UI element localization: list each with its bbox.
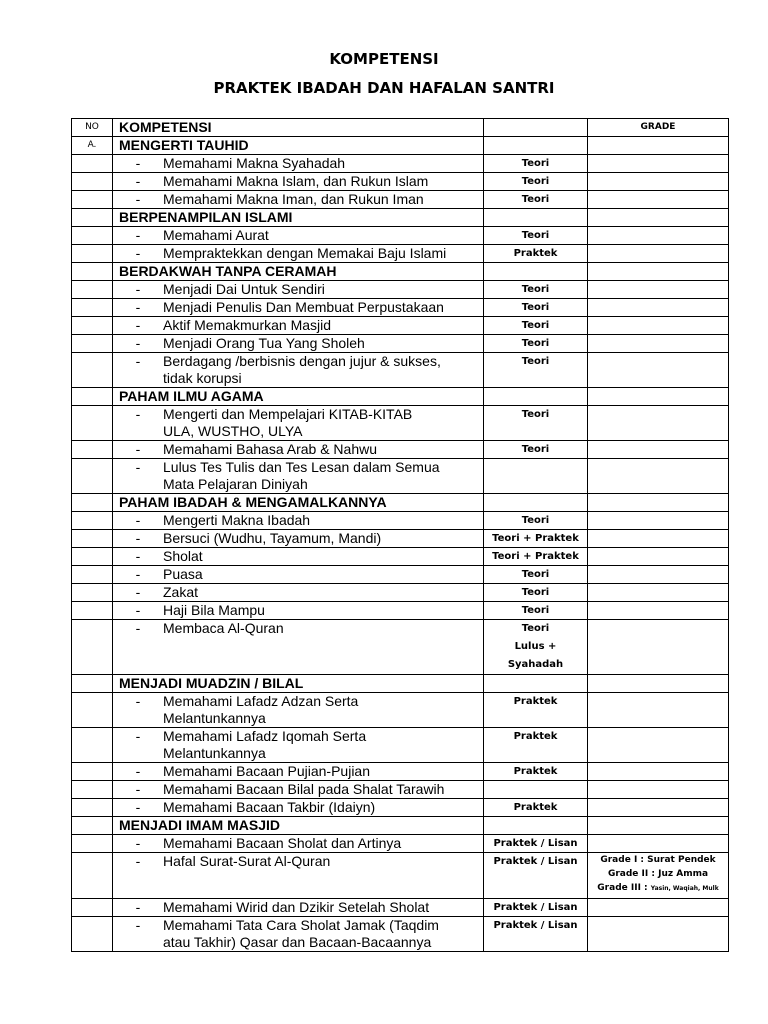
table-row [72,917,729,952]
competency-line: Mata Pelajaran Diniyah [163,476,308,492]
competency-text [163,227,269,244]
competency-cell [113,853,484,899]
competency-text [163,155,345,172]
row-no [72,853,113,899]
competency-line: atau Takhir) Qasar dan Bacaan-Bacaannya [163,934,432,950]
competency-line: Memahami Makna Syahadah [163,155,346,171]
competency-line: Menjadi Orang Tua Yang Sholeh [163,335,365,351]
bullet-dash: - [135,512,141,528]
competency-line: Memahami Lafadz Iqomah Serta [163,728,367,744]
grade-cell [588,602,729,620]
competency-cell [113,763,484,781]
section-row [72,209,729,227]
grade-note: Yasin, Waqiah, Mulk [650,885,719,892]
bullet-dash: - [135,548,141,564]
table-row [72,512,729,530]
section-title: PAHAM IBADAH & MENGAMALKANNYA [113,494,484,512]
competency-text [163,728,366,762]
bullet-dash: - [135,693,141,709]
competency-cell [113,602,484,620]
competency-text [163,512,310,529]
competency-line: Memahami Bacaan Pujian-Pujian [163,763,370,779]
table-row [72,245,729,263]
competency-line: Mengerti dan Mempelajari KITAB-KITAB [163,406,413,422]
competency-text [163,353,441,387]
bullet-dash: - [135,566,141,582]
competency-text [163,173,428,190]
competency-text [163,693,358,727]
competency-text [163,835,401,852]
section-row [72,675,729,693]
competency-text [163,584,198,601]
header-kompetensi: KOMPETENSI [113,119,484,137]
competency-type: Teori [484,602,588,620]
competency-cell [113,353,484,388]
bullet-dash: - [135,459,141,475]
competency-type: Teori [484,335,588,353]
bullet-dash: - [135,530,141,546]
grade-cell [588,263,729,281]
competency-line: Menjadi Penulis Dan Membuat Perpustakaan [163,299,444,315]
competency-type [484,620,588,675]
competency-text [163,317,331,334]
type-line: Teori [521,623,550,634]
row-no [72,693,113,728]
competency-cell [113,173,484,191]
competency-cell [113,227,484,245]
competency-type [484,781,588,799]
row-no [72,155,113,173]
table-header-row [72,119,729,137]
table-row [72,548,729,566]
competency-cell [113,566,484,584]
row-no [72,584,113,602]
competency-line: Membaca Al-Quran [163,620,284,636]
bullet-dash: - [135,728,141,744]
competency-type: Teori [484,566,588,584]
row-no [72,763,113,781]
row-no [72,353,113,388]
bullet-dash: - [135,173,141,189]
competency-cell [113,459,484,494]
competency-line: Memahami Wirid dan Dzikir Setelah Sholat [163,899,430,915]
row-no [72,191,113,209]
competency-cell [113,917,484,952]
competency-type: Teori [484,353,588,388]
competency-type [484,817,588,835]
row-no [72,899,113,917]
competency-text [163,441,377,458]
table-row [72,835,729,853]
competency-text [163,899,429,916]
grade-cell [588,317,729,335]
bullet-dash: - [135,317,141,333]
table-row [72,299,729,317]
table-row [72,406,729,441]
competency-text [163,548,203,565]
table-row [72,781,729,799]
competency-line: Zakat [163,584,199,600]
table-row [72,173,729,191]
competency-cell [113,799,484,817]
row-no [72,173,113,191]
grade-cell [588,584,729,602]
row-no [72,602,113,620]
competency-line: Berdagang /berbisnis dengan jujur & sukses, [163,353,441,369]
competency-cell [113,693,484,728]
bullet-dash: - [135,406,141,422]
row-no [72,728,113,763]
row-no [72,441,113,459]
competency-cell [113,441,484,459]
competency-type: Teori [484,441,588,459]
grade-cell [588,620,729,675]
competency-type: Praktek / Lisan [484,917,588,952]
competency-cell [113,899,484,917]
section-title: MENJADI MUADZIN / BILAL [113,675,484,693]
table-row [72,763,729,781]
competency-line: ULA, WUSTHO, ULYA [163,423,303,439]
competency-cell [113,512,484,530]
competency-type: Praktek [484,693,588,728]
grade-cell [588,441,729,459]
row-no [72,566,113,584]
competency-line: Sholat [163,548,203,564]
competency-line: Memahami Bacaan Bilal pada Shalat Tarawih [163,781,445,797]
grade-cell [588,917,729,952]
competency-line: Aktif Memakmurkan Masjid [163,317,332,333]
bullet-dash: - [135,620,141,636]
competency-text [163,602,265,619]
section-title: BERDAKWAH TANPA CERAMAH [113,263,484,281]
competency-text [163,406,412,440]
table-row [72,853,729,899]
table-row [72,584,729,602]
section-row [72,494,729,512]
bullet-dash: - [135,917,141,933]
grade-cell [588,335,729,353]
table-row [72,155,729,173]
row-no [72,245,113,263]
row-no [72,494,113,512]
bullet-dash: - [135,335,141,351]
type-line: Syahadah [507,659,564,670]
grade-cell [588,693,729,728]
grade-cell [588,530,729,548]
table-row [72,441,729,459]
row-no [72,530,113,548]
header-type [484,119,588,137]
competency-line: Memahami Bacaan Takbir (Idaiyn) [163,799,376,815]
competency-type: Teori [484,227,588,245]
competency-type: Praktek / Lisan [484,835,588,853]
competency-type: Teori [484,406,588,441]
row-no [72,335,113,353]
row-no: A. [72,137,113,155]
grade-cell [588,728,729,763]
competency-type: Teori [484,173,588,191]
competency-type: Praktek / Lisan [484,899,588,917]
competency-type: Praktek [484,728,588,763]
row-no [72,209,113,227]
grade-cell [588,388,729,406]
competency-type [484,137,588,155]
competency-line: Memahami Makna Islam, dan Rukun Islam [163,173,429,189]
competency-type [484,263,588,281]
grade-cell [588,209,729,227]
table-row [72,566,729,584]
grade-cell [588,459,729,494]
row-no [72,281,113,299]
bullet-dash: - [135,602,141,618]
header-no: NO [72,119,113,137]
competency-line: Memahami Makna Iman, dan Rukun Iman [163,191,424,207]
grade-cell [588,155,729,173]
competency-type [484,388,588,406]
bullet-dash: - [135,853,141,869]
grade-cell [588,781,729,799]
row-no [72,548,113,566]
competency-type [484,494,588,512]
competency-cell [113,155,484,173]
table-row [72,227,729,245]
competency-type: Teori + Praktek [484,548,588,566]
competency-line: tidak korupsi [163,370,242,386]
row-no [72,263,113,281]
table-row [72,335,729,353]
bullet-dash: - [135,299,141,315]
grade-cell [588,566,729,584]
bullet-dash: - [135,781,141,797]
grade-cell [588,899,729,917]
competency-cell [113,548,484,566]
table-row [72,353,729,388]
competency-line: Haji Bila Mampu [163,602,265,618]
competency-type: Teori [484,317,588,335]
table-row [72,602,729,620]
competency-line: Melantunkannya [163,710,266,726]
grade-cell [588,799,729,817]
bullet-dash: - [135,763,141,779]
competency-cell [113,584,484,602]
competency-cell [113,835,484,853]
section-row [72,263,729,281]
bullet-dash: - [135,584,141,600]
competency-cell [113,406,484,441]
document-title: KOMPETENSI [329,50,439,68]
grade-cell [588,675,729,693]
table-row [72,899,729,917]
competency-type: Teori [484,512,588,530]
grade-cell [588,512,729,530]
competency-type: Teori [484,584,588,602]
competency-table [71,118,729,952]
competency-text [163,459,440,493]
competency-cell [113,335,484,353]
competency-text [163,566,203,583]
competency-type: Praktek [484,763,588,781]
grade-label: Grade III : [597,883,651,893]
grade-cell [588,227,729,245]
bullet-dash: - [135,835,141,851]
table-row [72,281,729,299]
grade-cell [588,763,729,781]
competency-line: Memahami Bahasa Arab & Nahwu [163,441,377,457]
grade-cell [588,137,729,155]
competency-text [163,191,424,208]
bullet-dash: - [135,155,141,171]
row-no [72,227,113,245]
competency-line: Memahami Lafadz Adzan Serta [163,693,359,709]
grade-line: Grade I : Surat Pendek [600,855,716,865]
competency-text [163,853,330,870]
competency-type [484,459,588,494]
row-no [72,917,113,952]
row-no [72,675,113,693]
competency-type: Teori [484,281,588,299]
table-row [72,317,729,335]
grade-cell [588,281,729,299]
bullet-dash: - [135,245,141,261]
competency-line: Lulus Tes Tulis dan Tes Lesan dalam Semua [163,459,440,475]
row-no [72,512,113,530]
row-no [72,817,113,835]
competency-text [163,281,325,298]
bullet-dash: - [135,899,141,915]
table-row [72,530,729,548]
competency-cell [113,620,484,675]
competency-line: Memahami Tata Cara Sholat Jamak (Taqdim [163,917,439,933]
competency-type: Praktek [484,245,588,263]
competency-text [163,530,381,547]
competency-cell [113,728,484,763]
table-row [72,693,729,728]
competency-cell [113,281,484,299]
competency-line: Hafal Surat-Surat Al-Quran [163,853,331,869]
bullet-dash: - [135,281,141,297]
bullet-dash: - [135,799,141,815]
header-grade: GRADE [588,119,729,137]
competency-line: Melantunkannya [163,745,266,761]
competency-text [163,799,375,816]
grade-cell [588,494,729,512]
competency-line: Memahami Aurat [163,227,269,243]
grade-cell [588,835,729,853]
section-row [72,388,729,406]
competency-type: Praktek [484,799,588,817]
row-no [72,799,113,817]
competency-text [163,245,446,262]
grade-cell [588,817,729,835]
grade-cell [588,548,729,566]
bullet-dash: - [135,353,141,369]
competency-cell [113,299,484,317]
competency-type: Teori [484,299,588,317]
competency-type: Teori [484,155,588,173]
competency-text [163,917,439,951]
section-title: BERPENAMPILAN ISLAMI [113,209,484,227]
section-title: MENJADI IMAM MASJID [113,817,484,835]
grade-cell [588,406,729,441]
competency-cell [113,191,484,209]
row-no [72,388,113,406]
table-body [72,137,729,952]
grade-cell [588,191,729,209]
section-row [72,137,729,155]
row-no [72,835,113,853]
grade-cell [588,245,729,263]
competency-cell [113,245,484,263]
competency-text [163,335,365,352]
competency-line: Memahami Bacaan Sholat dan Artinya [163,835,402,851]
row-no [72,317,113,335]
row-no [72,781,113,799]
competency-type [484,675,588,693]
grade-cell [588,853,729,899]
section-title: MENGERTI TAUHID [113,137,484,155]
table-row [72,620,729,675]
type-line: Lulus + [514,641,557,652]
competency-text [163,781,444,798]
competency-cell [113,530,484,548]
bullet-dash: - [135,191,141,207]
section-row [72,817,729,835]
competency-cell [113,317,484,335]
row-no [72,299,113,317]
row-no [72,459,113,494]
competency-text [163,763,370,780]
row-no [72,406,113,441]
bullet-dash: - [135,441,141,457]
grade-line [588,881,728,896]
grade-cell [588,299,729,317]
competency-line: Bersuci (Wudhu, Tayamum, Mandi) [163,530,382,546]
bullet-dash: - [135,227,141,243]
competency-type: Teori [484,191,588,209]
table-row [72,459,729,494]
competency-line: Menjadi Dai Untuk Sendiri [163,281,325,297]
competency-cell [113,781,484,799]
competency-type: Teori + Praktek [484,530,588,548]
competency-line: Mempraktekkan dengan Memakai Baju Islami [163,245,447,261]
table-row [72,191,729,209]
competency-line: Mengerti Makna Ibadah [163,512,311,528]
grade-cell [588,353,729,388]
competency-line: Puasa [163,566,203,582]
section-title: PAHAM ILMU AGAMA [113,388,484,406]
competency-text [163,620,284,637]
table-row [72,799,729,817]
grade-cell [588,173,729,191]
document-subtitle: PRAKTEK IBADAH DAN HAFALAN SANTRI [213,79,555,97]
competency-type: Praktek / Lisan [484,853,588,899]
grade-line: Grade II : Juz Amma [607,869,709,879]
competency-text [163,299,444,316]
row-no [72,620,113,675]
table-row [72,728,729,763]
competency-type [484,209,588,227]
